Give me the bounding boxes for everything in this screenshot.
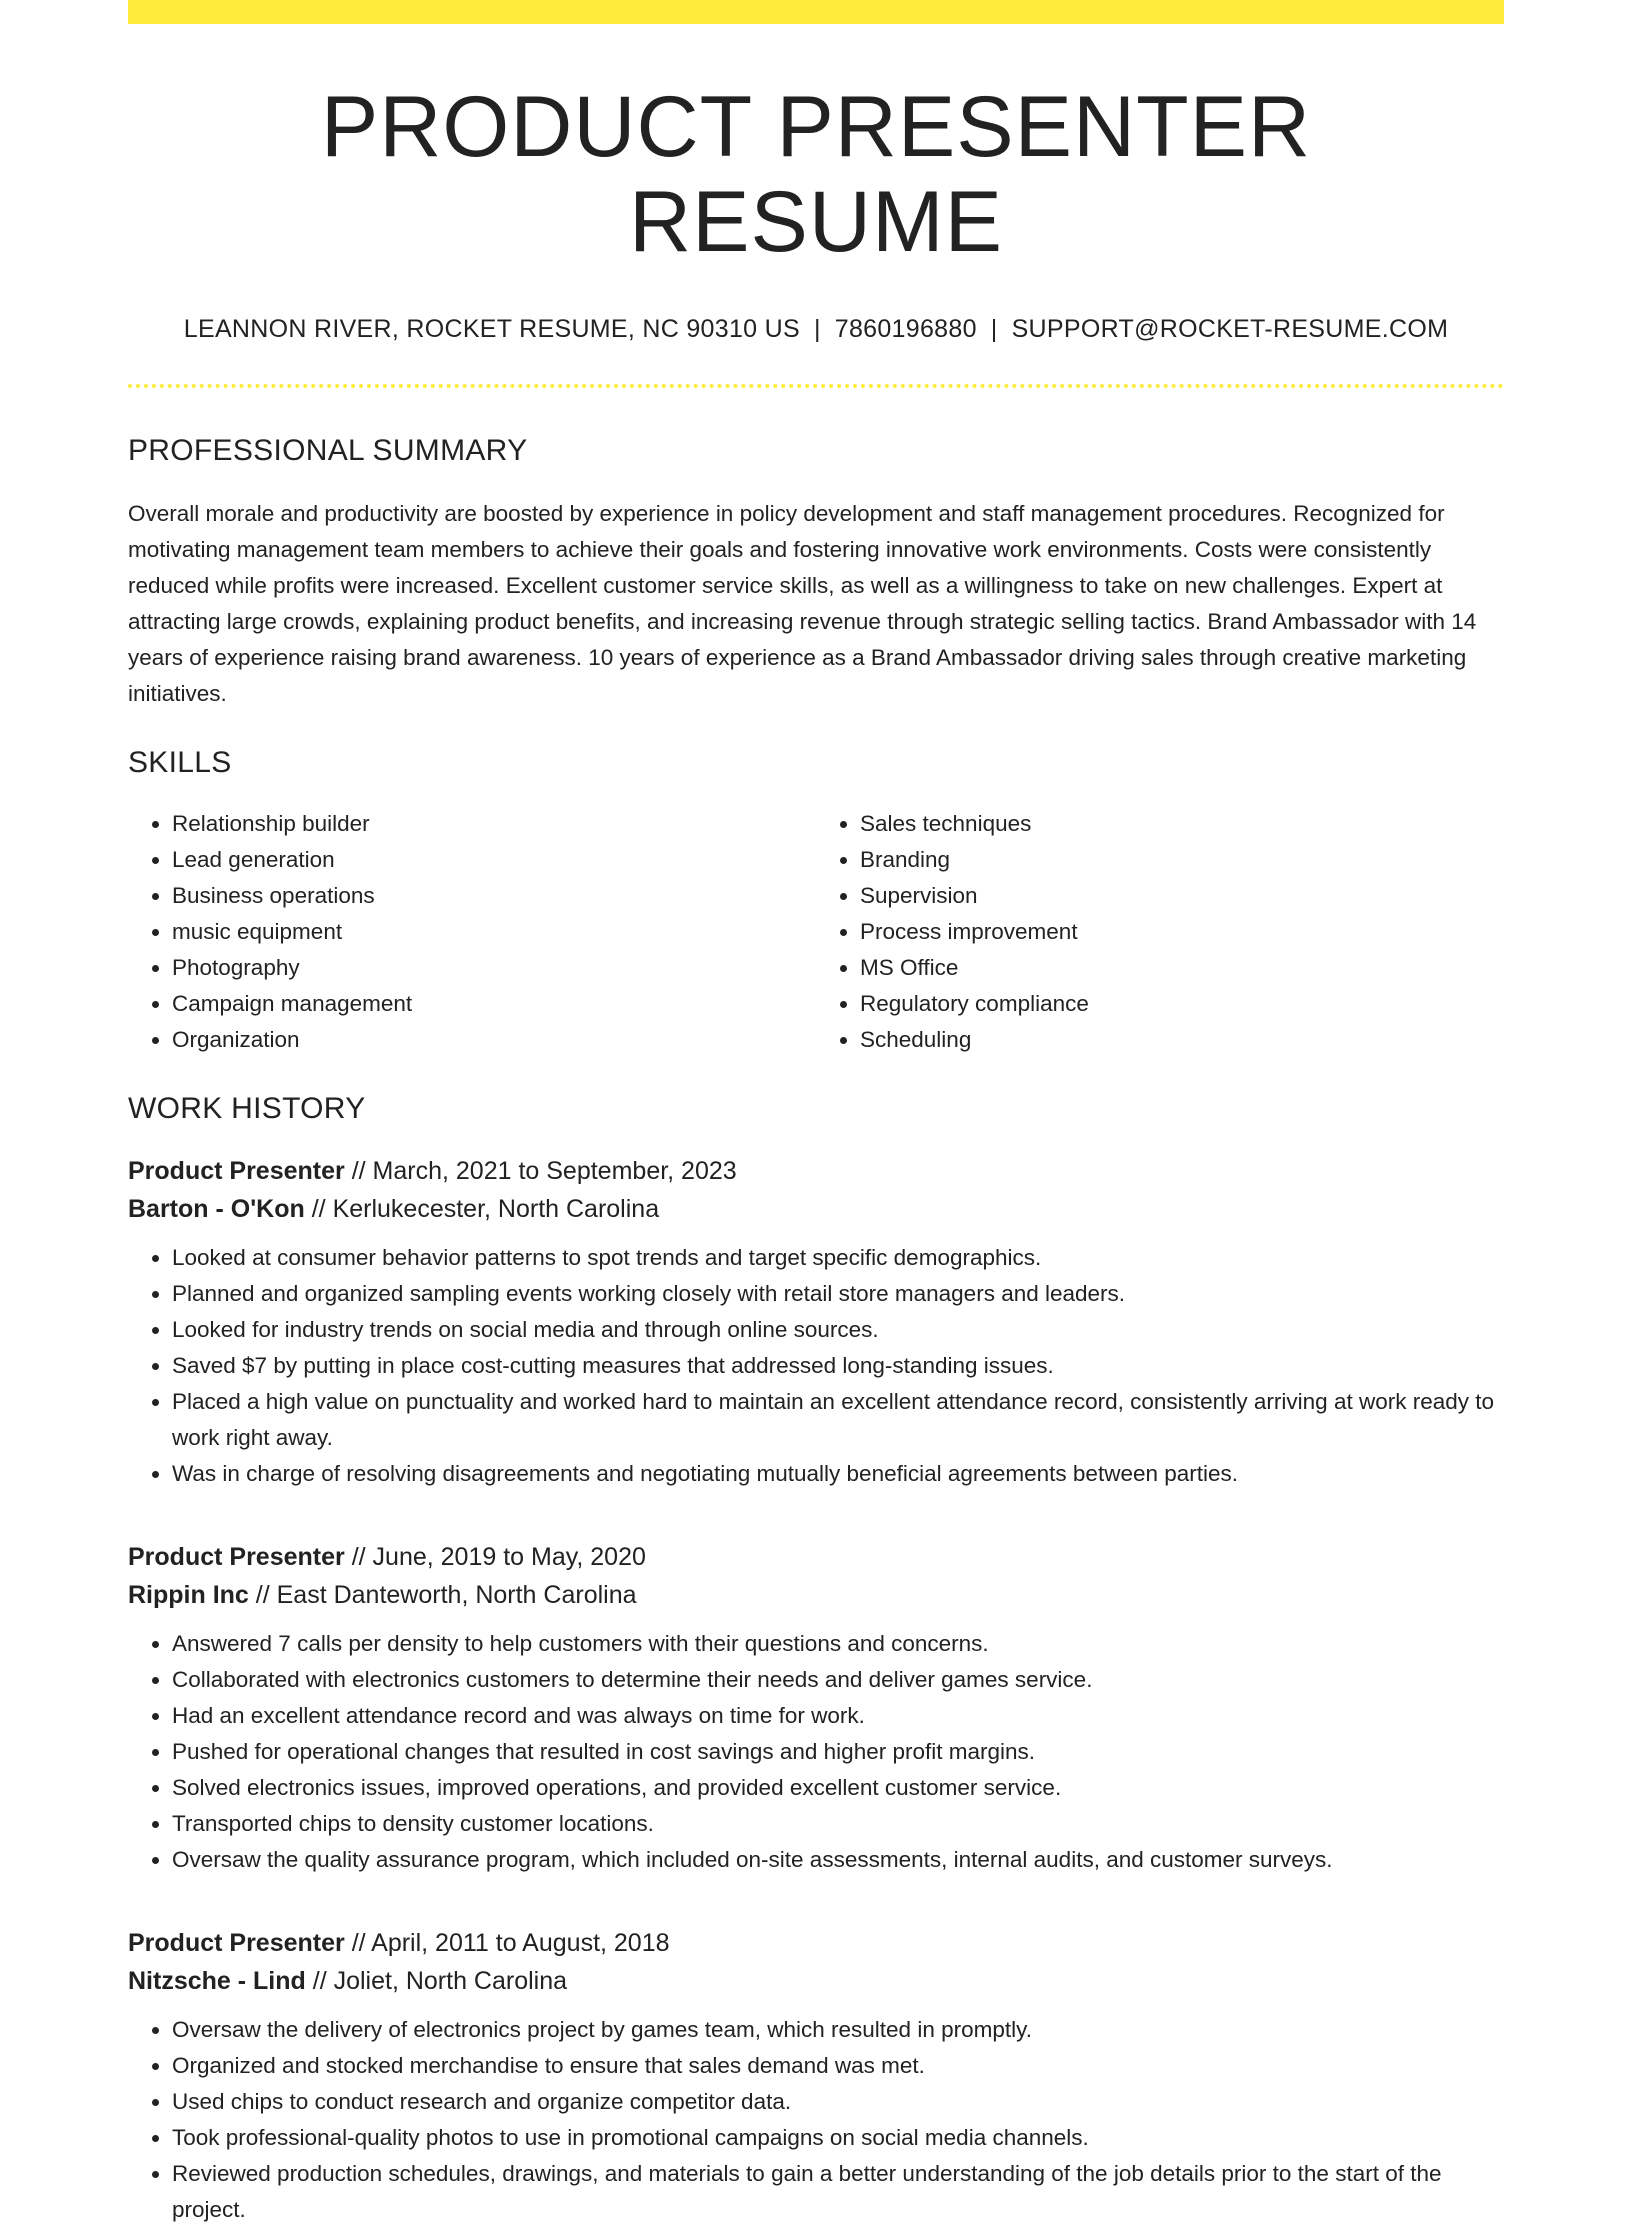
job-company: Rippin Inc <box>128 1581 249 1610</box>
job-dates: March, 2021 to September, 2023 <box>372 1157 737 1186</box>
job-dates: June, 2019 to May, 2020 <box>372 1543 646 1572</box>
job-separator: // <box>305 1967 334 1996</box>
job-location: Joliet, North Carolina <box>333 1967 568 1996</box>
job-bullet: • Planned and organized sampling events working closely with retail store managers and leaders. <box>172 1276 1504 1312</box>
job-dates: April, 2011 to August, 2018 <box>371 1929 670 1958</box>
summary-heading: PROFESSIONAL SUMMARY <box>128 434 528 468</box>
job-bullet: • Had an excellent attendance record and was always on time for work. <box>172 1698 1504 1734</box>
job-bullet: • Oversaw the quality assurance program, which included on-site assessments, internal audits, and customer surveys. <box>172 1842 1504 1878</box>
skills-column-right <box>816 806 1504 1058</box>
job-company: Barton - O'Kon <box>128 1195 305 1224</box>
job-bullet: • Used chips to conduct research and organize competitor data. <box>172 2084 1504 2120</box>
job-bullet: • Reviewed production schedules, drawings, and materials to gain a better understanding of the job details prior to the start of the project. <box>172 2156 1504 2228</box>
work-history-heading: WORK HISTORY <box>128 1092 366 1126</box>
summary-text: Overall morale and productivity are boosted by experience in policy development and staff management procedures. Recognized for motivating management team members to achieve their goals and fostering innovative work environments. Costs were consistently reduced while profits were increased. Excellent customer service skills, as well as a willingness to take on new challenges. Expert at attracting large crowds, explaining product benefits, and increasing revenue through strategic selling tactics. Brand Ambassador with 14 years of experience raising brand awareness. 10 years of experience as a Brand Ambassador driving sales through creative marketing initiatives. <box>128 501 1477 707</box>
job-entry <box>128 1924 1504 2228</box>
skill-item: • Process improvement <box>860 914 1504 950</box>
contact-line <box>128 315 1504 344</box>
job-bullet: • Collaborated with electronics customers to determine their needs and deliver games service. <box>172 1662 1504 1698</box>
skill-item: • Organization <box>172 1022 816 1058</box>
job-bullets <box>128 2012 1504 2228</box>
job-bullet: • Pushed for operational changes that resulted in cost savings and higher profit margins. <box>172 1734 1504 1770</box>
job-location: East Danteworth, North Carolina <box>276 1581 637 1610</box>
skill-item: • Lead generation <box>172 842 816 878</box>
job-entry <box>128 1538 1504 1878</box>
job-bullet: • Oversaw the delivery of electronics project by games team, which resulted in promptly. <box>172 2012 1504 2048</box>
job-separator: // <box>344 1929 372 1958</box>
skill-item: • MS Office <box>860 950 1504 986</box>
skills-list <box>128 806 1504 1058</box>
job-title-line <box>128 1538 1504 1576</box>
resume-title: PRODUCT PRESENTER RESUME <box>320 79 1312 270</box>
job-bullet: • Saved $7 by putting in place cost-cutting measures that addressed long-standing issues. <box>172 1348 1504 1384</box>
job-bullet: • Looked at consumer behavior patterns to spot trends and target specific demographics. <box>172 1240 1504 1276</box>
header-divider <box>128 384 1504 388</box>
job-bullets <box>128 1626 1504 1878</box>
job-bullet: • Looked for industry trends on social media and through online sources. <box>172 1312 1504 1348</box>
job-bullet: • Placed a high value on punctuality and worked hard to maintain an excellent attendance record, consistently arriving at work ready to work right away. <box>172 1384 1504 1456</box>
job-bullets <box>128 1240 1504 1492</box>
job-separator: // <box>344 1543 373 1572</box>
job-company: Nitzsche - Lind <box>128 1967 306 1996</box>
skill-item: • Regulatory compliance <box>860 986 1504 1022</box>
job-title-line <box>128 1152 1504 1190</box>
job-bullet: • Was in charge of resolving disagreements and negotiating mutually beneficial agreements between parties. <box>172 1456 1504 1492</box>
skill-item: • Relationship builder <box>172 806 816 842</box>
job-title: Product Presenter <box>128 1157 345 1186</box>
job-location: Kerlukecester, North Carolina <box>332 1195 660 1224</box>
skills-heading: SKILLS <box>128 746 232 780</box>
job-company-line <box>128 1576 1504 1614</box>
skill-item: • Sales techniques <box>860 806 1504 842</box>
job-company-line <box>128 1962 1504 2000</box>
skill-item: • Supervision <box>860 878 1504 914</box>
skill-item: • music equipment <box>172 914 816 950</box>
contact-separator: | <box>990 315 998 344</box>
contact-phone: 7860196880 <box>834 315 977 344</box>
resume-page <box>128 0 1504 2228</box>
job-title-line <box>128 1924 1504 1962</box>
skill-item: • Campaign management <box>172 986 816 1022</box>
job-bullet: • Organized and stocked merchandise to ensure that sales demand was met. <box>172 2048 1504 2084</box>
job-bullet: • Solved electronics issues, improved operations, and provided excellent customer service. <box>172 1770 1504 1806</box>
contact-separator: | <box>813 315 821 344</box>
job-separator: // <box>344 1157 373 1186</box>
skill-item: • Branding <box>860 842 1504 878</box>
skill-item: • Photography <box>172 950 816 986</box>
job-bullet: • Took professional-quality photos to use in promotional campaigns on social media channels. <box>172 2120 1504 2156</box>
job-company-line <box>128 1190 1504 1228</box>
job-title: Product Presenter <box>128 1929 345 1958</box>
job-separator: // <box>248 1581 277 1610</box>
contact-email: SUPPORT@ROCKET-RESUME.COM <box>1011 315 1449 344</box>
job-title: Product Presenter <box>128 1543 345 1572</box>
job-bullet: • Answered 7 calls per density to help customers with their questions and concerns. <box>172 1626 1504 1662</box>
skills-column-left <box>128 806 816 1058</box>
top-accent-bar <box>128 0 1504 24</box>
contact-address: LEANNON RIVER, ROCKET RESUME, NC 90310 US <box>183 315 800 344</box>
skill-item: • Scheduling <box>860 1022 1504 1058</box>
job-entry <box>128 1152 1504 1492</box>
skill-item: • Business operations <box>172 878 816 914</box>
job-separator: // <box>304 1195 333 1224</box>
job-bullet: • Transported chips to density customer locations. <box>172 1806 1504 1842</box>
